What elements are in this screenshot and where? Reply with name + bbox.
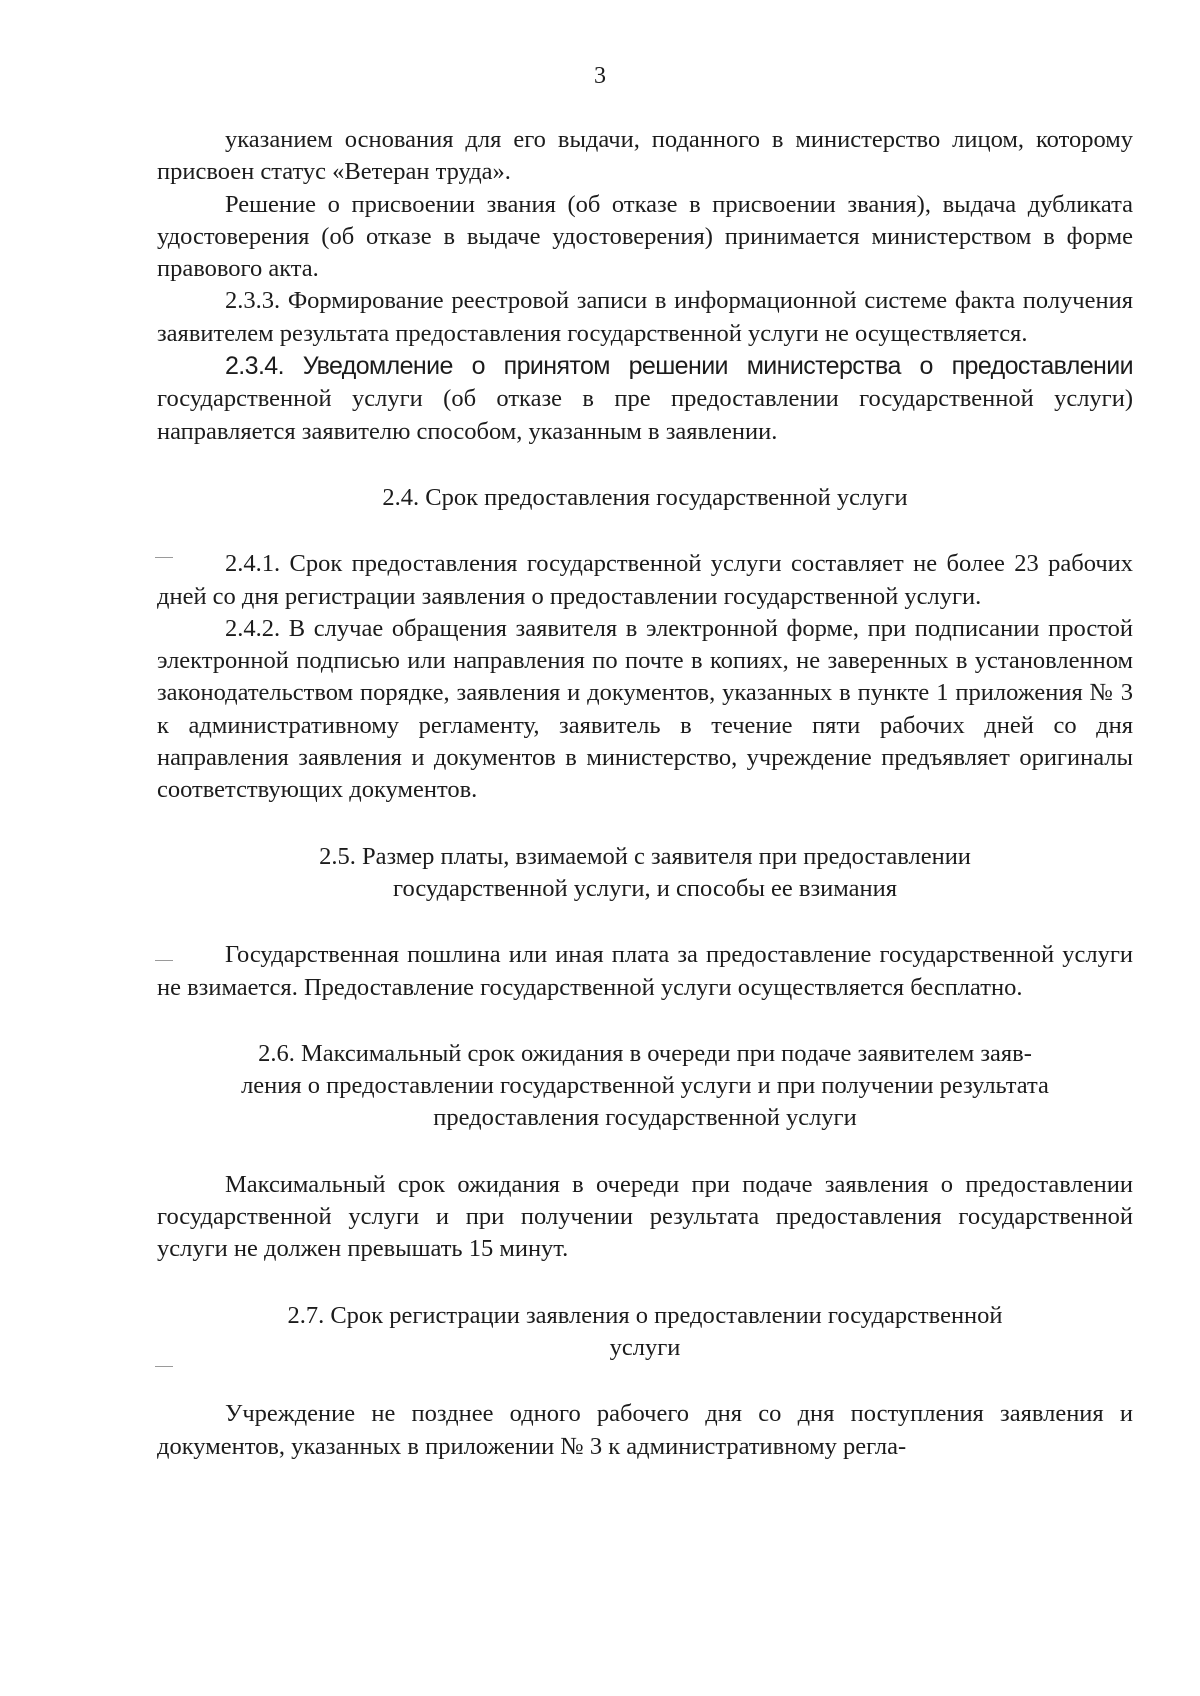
section-heading-2-5-line-2: государственной услуги, и способы ее взимания (393, 874, 897, 902)
section-heading-2-4: 2.4. Срок предоставления государственной услуги (382, 483, 908, 511)
paragraph-2-7: Учреждение не позднее одного рабочего дня со дня поступления заявления и документов, указанных в приложении № 3 к административному регла- (157, 1400, 1133, 1460)
section-heading-2-6-line-3: предоставления государственной услуги (433, 1104, 857, 1132)
section-heading-2-6-line-2: ления о предоставлении государственной услуги и при получении результата (241, 1072, 1049, 1100)
paragraph-2-3-4-rest: государственной услуги (об отказе в пре предоставлении государственной услуги) направляется заявителю способом, указанным в заявлении. (157, 385, 1133, 445)
section-heading-2-6-line-1: 2.6. Максимальный срок ожидания в очереди при подаче заявителем заяв- (258, 1039, 1032, 1067)
paragraph-continuation: указанием основания для его выдачи, поданного в министерство лицом, которому присвоен статус «Ветеран труда». (157, 126, 1133, 186)
paragraph-2-4-2: 2.4.2. В случае обращения заявителя в электронной форме, при подписании простой электронной подписью или направления по почте в копиях, не заверенных в установленном законодательством порядке, заявления и документов, указанных в пункте 1 приложения № 3 к административному регламенту, заявитель в течение пяти рабочих дней со дня направления заявления и документов в министерство, учреждение предъявляет оригиналы соответствующих документов. (157, 614, 1133, 804)
paragraph-2-3-4 (157, 350, 1133, 448)
paragraph-2-4-1: 2.4.1. Срок предоставления государственной услуги составляет не более 23 рабочих дней со дня регистрации заявления о предоставлении государственной услуги. (157, 550, 1133, 610)
section-heading-2-5 (157, 841, 1133, 906)
section-heading-2-5-line-1: 2.5. Размер платы, взимаемой с заявителя при предоставлении (319, 842, 971, 870)
document-body (157, 124, 1133, 1463)
page-number: 3 (594, 63, 606, 89)
paragraph-2-3-3: 2.3.3. Формирование реестровой записи в информационной системе факта получения заявителем результата предоставления государственной услуги не осуществляется. (157, 287, 1133, 347)
section-heading-2-6 (157, 1038, 1133, 1135)
paragraph-2-6: Максимальный срок ожидания в очереди при подаче заявления о предоставлении государственной услуги и при получении результата предоставления государственной услуги не должен превышать 15 минут. (157, 1170, 1133, 1263)
section-heading-2-7-line-2: услуги (609, 1333, 681, 1361)
paragraph-2-5: Государственная пошлина или иная плата за предоставление государственной услуги не взимается. Предоставление государственной услуги осуществляется бесплатно. (157, 941, 1133, 1001)
section-heading-2-7 (157, 1300, 1133, 1365)
section-heading-2-7-line-1: 2.7. Срок регистрации заявления о предоставлении государственной (287, 1301, 1003, 1329)
paragraph-2-3-4-lead: 2.3.4. Уведомление о принятом решении министерства о предоставлении (225, 352, 1133, 381)
paragraph-decision: Решение о присвоении звания (об отказе в присвоении звания), выдача дубликата удостоверения (об отказе в выдаче удостоверения) принимается министерством в форме правового акта. (157, 190, 1133, 283)
